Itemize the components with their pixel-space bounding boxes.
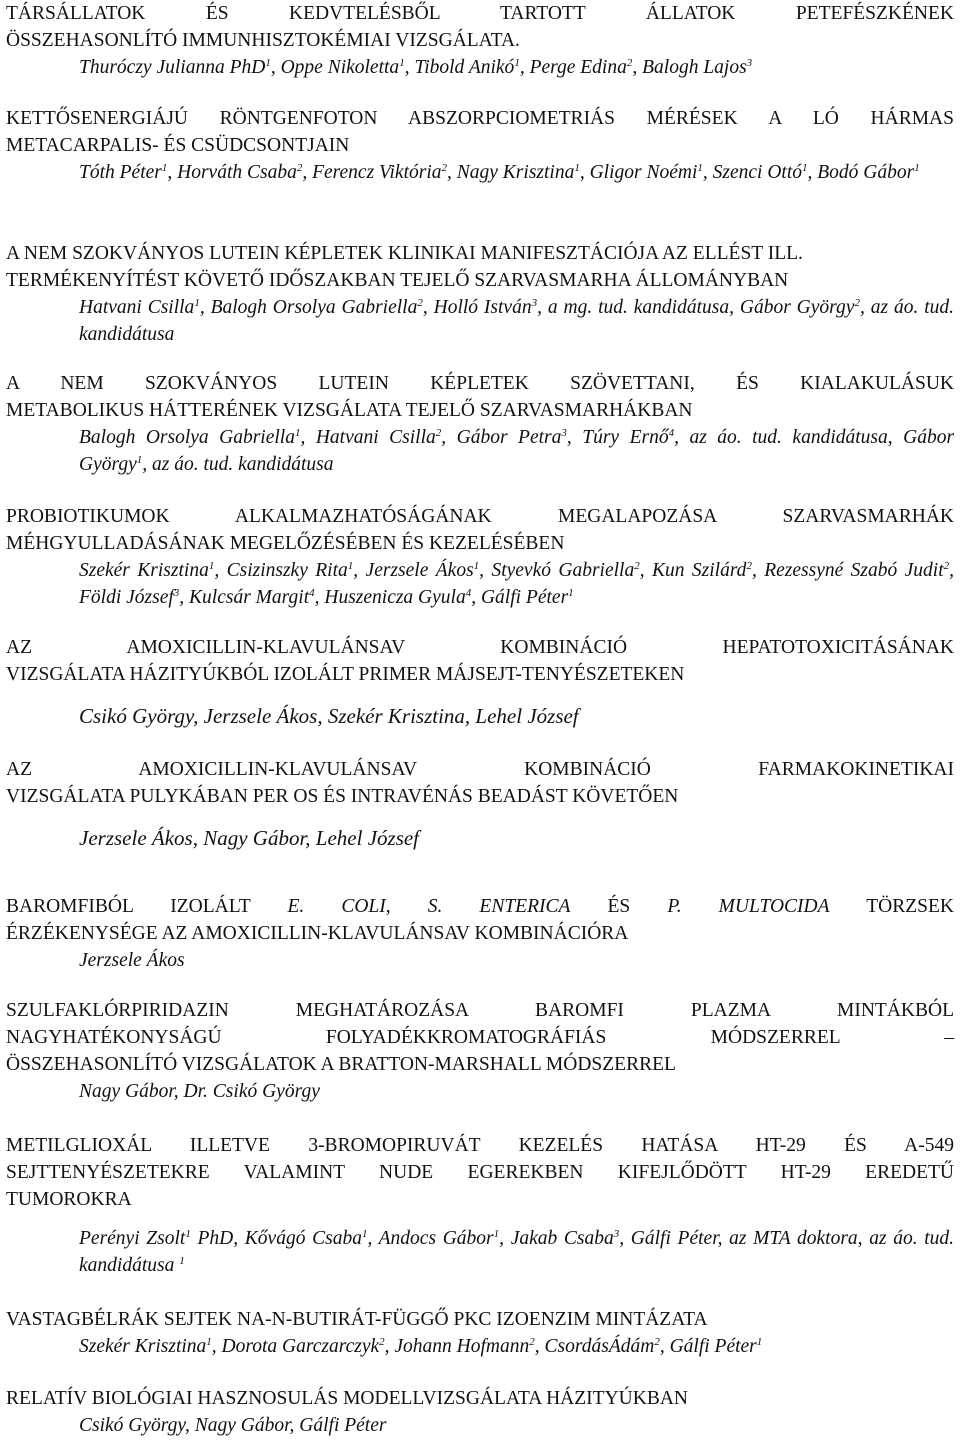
title-line: PROBIOTIKUMOK ALKALMAZHATÓSÁGÁNAK MEGALAPOZÁSA SZARVASMARHÁK <box>6 506 954 527</box>
title-line: ÖSSZEHASONLÍTÓ IMMUNHISZTOKÉMIAI VIZSGÁLATA. <box>6 30 520 51</box>
abstract-title <box>6 1132 954 1213</box>
affiliation-mark: 4 <box>465 587 472 599</box>
affiliation-mark: 1 <box>756 1336 763 1348</box>
affiliation-mark: 1 <box>514 57 520 69</box>
author-name: Balogh Lajos <box>642 57 747 78</box>
title-line: BAROMFIBÓL IZOLÁLT E. COLI, S. ENTERICA ÉS P. MULTOCIDA TÖRZSEK <box>6 896 955 917</box>
affiliation-mark: 1 <box>914 162 920 174</box>
affiliation-mark: 2 <box>943 560 950 572</box>
author-separator: , <box>534 1336 545 1357</box>
author-list <box>6 424 954 478</box>
author-separator: , <box>659 1336 670 1357</box>
affiliation-mark: 2 <box>296 162 303 174</box>
title-line: A NEM SZOKVÁNYOS LUTEIN KÉPLETEK KLINIKAI MANIFESZTÁCIÓJA AZ ELLÉST ILL. <box>6 243 803 264</box>
title-line: NAGYHATÉKONYSÁGÚ FOLYADÉKKROMATOGRÁFIÁS MÓDSZERREL – <box>6 1027 954 1048</box>
affiliation-mark: 2 <box>529 1336 535 1348</box>
title-line: MÉHGYULLADÁSÁNAK MEGELŐZÉSÉBEN ÉS KEZELÉSÉBEN <box>6 533 565 554</box>
author-name: Perge Edina <box>529 57 627 78</box>
author-list <box>6 557 954 611</box>
abstract-entry <box>6 1132 954 1279</box>
author-separator: , az áo. tud. kandidátusa <box>79 297 955 345</box>
author-list <box>6 1225 954 1279</box>
affiliation-mark: 1 <box>136 454 143 466</box>
author-name: Gálfi Péter <box>480 587 569 608</box>
author-separator: , <box>479 560 492 581</box>
author-name: Gábor Petra <box>456 427 562 448</box>
affiliation-mark: 3 <box>531 297 538 309</box>
author-separator: , <box>702 162 713 183</box>
author-list <box>6 1333 954 1360</box>
author-separator: , <box>422 297 434 318</box>
author-name: Ferencz Viktória <box>312 162 442 183</box>
author-name: Horváth Csaba <box>177 162 297 183</box>
title-line: VASTAGBÉLRÁK SEJTEK NA-N-BUTIRÁT-FÜGGŐ PKC IZOENZIM MINTÁZATA <box>6 1309 708 1330</box>
affiliation-mark: 1 <box>294 427 301 439</box>
abstract-title <box>6 105 954 159</box>
author-separator: , <box>639 560 652 581</box>
abstract-entry <box>6 997 954 1105</box>
abstract-title <box>6 1385 954 1412</box>
title-line: RELATÍV BIOLÓGIAI HASZNOSULÁS MODELLVIZSGÁLATA HÁZITYÚKBAN <box>6 1388 688 1409</box>
author-list: Csikó György, Nagy Gábor, Gálfi Péter <box>79 1415 387 1436</box>
author-name: Johann Hofmann <box>394 1336 530 1357</box>
affiliation-mark: 3 <box>746 57 753 69</box>
abstract-title <box>6 0 954 54</box>
author-name: Bodó Gábor <box>817 162 915 183</box>
author-name: Nagy Krisztina <box>456 162 575 183</box>
abstract-title <box>6 997 954 1078</box>
author-list: Jerzsele Ákos <box>79 950 185 971</box>
title-line: KETTŐSENERGIÁJÚ RÖNTGENFOTON ABSZORPCIOMETRIÁS MÉRÉSEK A LÓ HÁRMAS <box>6 108 954 129</box>
affiliation-mark: 1 <box>185 1228 191 1240</box>
affiliation-mark: 3 <box>173 587 180 599</box>
author-separator: , <box>632 57 643 78</box>
abstract-entry <box>6 1385 954 1439</box>
author-name: Szekér Krisztina <box>79 560 209 581</box>
abstract-entry <box>6 634 954 731</box>
author-separator: , <box>199 297 211 318</box>
abstract-title <box>6 240 954 294</box>
affiliation-mark: 1 <box>361 1228 368 1240</box>
author-name: Gligor Noémi <box>589 162 698 183</box>
species-name: E. COLI <box>287 896 386 917</box>
species-name: S. ENTERICA <box>427 896 571 917</box>
affiliation-mark: 4 <box>309 587 315 599</box>
author-list: Jerzsele Ákos, Nagy Gábor, Lehel József <box>79 826 420 850</box>
abstract-entry <box>6 105 954 186</box>
affiliation-mark: 1 <box>194 297 200 309</box>
author-name: Kővágó Csaba <box>244 1228 362 1249</box>
author-name: Hatvani Csilla <box>79 297 195 318</box>
author-separator: , <box>499 1228 511 1249</box>
title-line: TÁRSÁLLATOK ÉS KEDVTELÉSBŐL TARTOTT ÁLLATOK PETEFÉSZKÉNEK <box>6 3 954 24</box>
author-name: Rezessyné Szabó Judit <box>764 560 944 581</box>
author-name: Csizinszky Rita <box>226 560 348 581</box>
affiliation-mark: 1 <box>697 162 703 174</box>
author-separator: , <box>579 162 590 183</box>
author-separator: , Gálfi Péter, az MTA doktora, az áo. tud. kandidátusa <box>79 1228 955 1276</box>
abstract-title <box>6 1306 954 1333</box>
author-name: Holló István <box>433 297 532 318</box>
author-separator: , <box>751 560 765 581</box>
author-name: Szenci Ottó <box>712 162 802 183</box>
affiliation-mark: 2 <box>746 560 752 572</box>
title-line: ÖSSZEHASONLÍTÓ VIZSGÁLATOK A BRATTON-MARSHALL MÓDSZERREL <box>6 1054 676 1075</box>
title-line: SZULFAKLÓRPIRIDAZIN MEGHATÁROZÁSA BAROMFI PLAZMA MINTÁKBÓL <box>6 1000 954 1021</box>
author-name: Túry Ernő <box>582 427 669 448</box>
title-line: A NEM SZOKVÁNYOS LUTEIN KÉPLETEK SZÖVETTANI, ÉS KIALAKULÁSUK <box>6 373 954 394</box>
affiliation-mark: 1 <box>347 560 354 572</box>
author-separator: , <box>302 162 313 183</box>
affiliation-mark: 2 <box>379 1336 385 1348</box>
author-name: Balogh Orsolya Gabriella <box>210 297 418 318</box>
abstract-title <box>6 893 954 947</box>
author-separator: , <box>471 587 481 608</box>
affiliation-mark: 1 <box>801 162 808 174</box>
author-list <box>6 159 954 186</box>
author-name: Jakab Csaba <box>510 1228 614 1249</box>
affiliation-mark: 2 <box>435 427 442 439</box>
author-name: Perényi Zsolt <box>79 1228 186 1249</box>
author-list <box>6 54 954 81</box>
author-name: Kulcsár Margit <box>189 587 310 608</box>
affiliation-mark: 1 <box>206 1336 212 1348</box>
author-name: Andocs Gábor <box>378 1228 494 1249</box>
author-separator: , <box>949 560 955 581</box>
author-name: Dorota Garczarczyk <box>221 1336 380 1357</box>
affiliation-mark: 1 <box>179 1255 185 1267</box>
author-name: Thuróczy Julianna PhD <box>79 57 266 78</box>
title-line: METABOLIKUS HÁTTERÉNEK VIZSGÁLATA TEJELŐ SZARVASMARHÁKBAN <box>6 400 693 421</box>
author-name: Styevkó Gabriella <box>491 560 635 581</box>
title-line: TERMÉKENYÍTÉST KÖVETŐ IDŐSZAKBAN TEJELŐ SZARVASMARHA ÁLLOMÁNYBAN <box>6 270 789 291</box>
author-name: Hatvani Csilla <box>315 427 436 448</box>
affiliation-mark: 1 <box>161 162 168 174</box>
affiliation-mark: 3 <box>613 1228 620 1240</box>
author-name: Tibold Anikó <box>414 57 515 78</box>
author-separator: , <box>214 560 227 581</box>
affiliation-mark: 1 <box>493 1228 500 1240</box>
affiliation-mark: 2 <box>441 162 448 174</box>
title-line: AZ AMOXICILLIN-KLAVULÁNSAV KOMBINÁCIÓ FARMAKOKINETIKAI <box>6 759 954 780</box>
affiliation-mark: 2 <box>634 560 640 572</box>
affiliation-mark: 1 <box>265 57 271 69</box>
affiliation-mark: 3 <box>561 427 567 439</box>
author-list: Csikó György, Jerzsele Ákos, Szekér Krisztina, Lehel József <box>79 704 579 728</box>
author-name: Jerzsele Ákos <box>365 560 474 581</box>
author-separator: , <box>353 560 366 581</box>
author-name: Szekér Krisztina <box>79 1336 207 1357</box>
author-list <box>6 294 954 348</box>
author-separator: , <box>441 427 457 448</box>
title-line: VIZSGÁLATA PULYKÁBAN PER OS ÉS INTRAVÉNÁS BEADÁST KÖVETŐEN <box>6 786 679 807</box>
affiliation-mark: 2 <box>654 1336 660 1348</box>
author-name: CsordásÁdám <box>544 1336 655 1357</box>
affiliation-mark: 1 <box>574 162 580 174</box>
author-name: Huszenicza Gyula <box>324 587 466 608</box>
author-separator: , <box>367 1228 379 1249</box>
author-separator: , a mg. tud. kandidátusa, <box>537 297 740 318</box>
affiliation-mark: 1 <box>568 587 574 599</box>
species-name: P. MULTOCIDA <box>667 896 830 917</box>
author-separator: , <box>566 427 583 448</box>
affiliation-mark: 1 <box>473 560 480 572</box>
author-name: Balogh Orsolya Gabriella <box>79 427 295 448</box>
abstract-entry <box>6 893 954 974</box>
abstract-entry <box>6 1306 954 1360</box>
author-name: Oppe Nikoletta <box>280 57 400 78</box>
abstract-title <box>6 370 954 424</box>
affiliation-mark: 2 <box>854 297 860 309</box>
abstract-entry <box>6 0 954 81</box>
author-name: Gábor György <box>739 297 855 318</box>
title-line: METILGLIOXÁL ILLETVE 3-BROMOPIRUVÁT KEZELÉS HATÁSA HT-29 ÉS A-549 <box>6 1135 954 1156</box>
affiliation-mark: 2 <box>417 297 423 309</box>
author-separator: , az áo. tud. kandidátusa <box>142 454 334 475</box>
author-list: Nagy Gábor, Dr. Csikó György <box>79 1081 320 1102</box>
title-line: ÉRZÉKENYSÉGE AZ AMOXICILLIN-KLAVULÁNSAV KOMBINÁCIÓRA <box>6 923 629 944</box>
author-separator: , <box>211 1336 222 1357</box>
title-line: AZ AMOXICILLIN-KLAVULÁNSAV KOMBINÁCIÓ HEPATOTOXICITÁSÁNAK <box>6 637 954 658</box>
author-name: Földi József <box>79 587 174 608</box>
author-separator: , <box>300 427 316 448</box>
title-line: METACARPALIS- ÉS CSÜDCSONTJAIN <box>6 135 350 156</box>
author-name: Gálfi Péter <box>669 1336 757 1357</box>
author-separator: , <box>807 162 818 183</box>
abstract-entry <box>6 756 954 853</box>
title-line: TUMOROKRA <box>6 1189 132 1210</box>
author-separator: , <box>519 57 530 78</box>
author-separator: , <box>167 162 178 183</box>
abstract-title <box>6 756 954 810</box>
abstract-entry <box>6 370 954 478</box>
affiliation-mark: 4 <box>668 427 675 439</box>
abstract-title <box>6 503 954 557</box>
author-separator: , <box>314 587 325 608</box>
author-name: Kun Szilárd <box>651 560 747 581</box>
author-separator: , <box>179 587 190 608</box>
abstract-entry <box>6 503 954 611</box>
author-name: Tóth Péter <box>79 162 162 183</box>
abstract-title <box>6 634 954 688</box>
affiliation-mark: 1 <box>208 560 215 572</box>
author-separator: , <box>447 162 457 183</box>
author-separator: , <box>404 57 415 78</box>
author-name: Gábor György <box>79 427 955 475</box>
affiliation-mark: 2 <box>626 57 633 69</box>
author-separator: PhD, <box>190 1228 245 1249</box>
author-separator: , <box>384 1336 395 1357</box>
affiliation-mark: 1 <box>399 57 405 69</box>
title-line: VIZSGÁLATA HÁZITYÚKBÓL IZOLÁLT PRIMER MÁJSEJT-TENYÉSZETEKEN <box>6 664 685 685</box>
author-separator: , az áo. tud. kandidátusa, <box>674 427 904 448</box>
author-separator: , <box>270 57 281 78</box>
title-line: SEJTTENYÉSZETEKRE VALAMINT NUDE EGEREKBEN KIFEJLŐDÖTT HT-29 EREDETŰ <box>6 1162 954 1183</box>
abstract-entry <box>6 240 954 348</box>
